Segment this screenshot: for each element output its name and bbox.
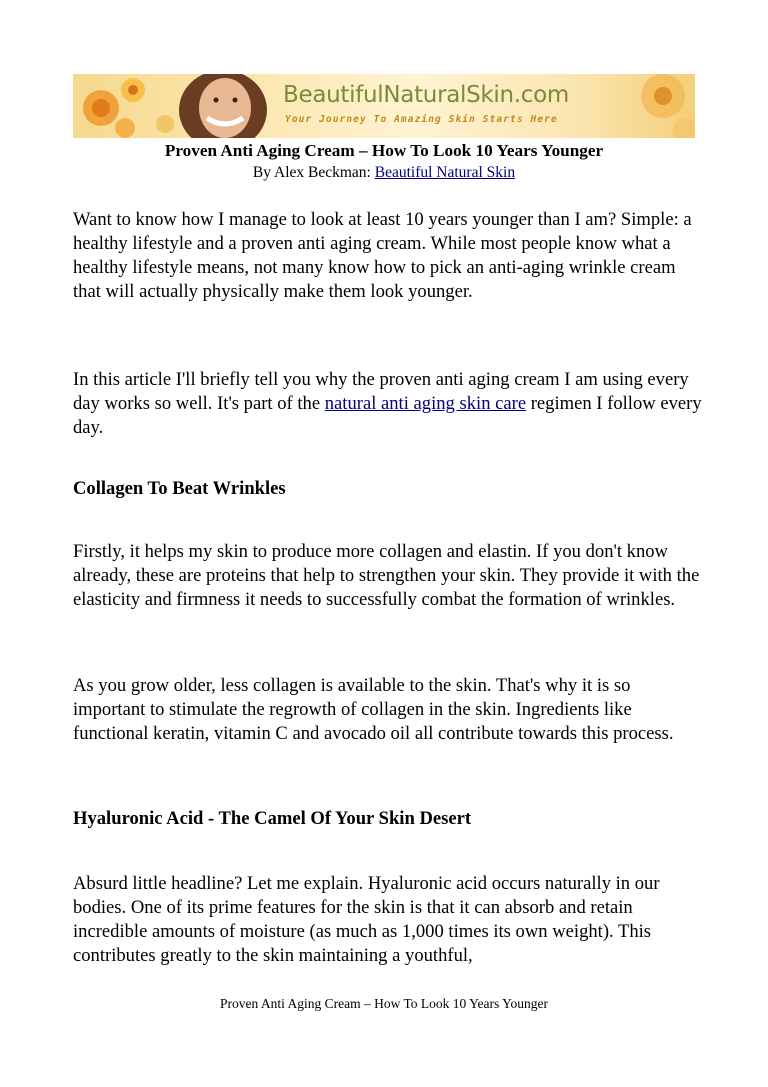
section-heading-collagen: Collagen To Beat Wrinkles (73, 478, 286, 499)
author-site-link[interactable]: Beautiful Natural Skin (374, 164, 516, 181)
article-title: Proven Anti Aging Cream – How To Look 10 Years Younger (164, 141, 604, 160)
page-footer: Proven Anti Aging Cream – How To Look 10 Years Younger (219, 996, 549, 1011)
brand-logo-text: BeautifulNaturalSkin.com (283, 82, 570, 108)
paragraph-article-overview (73, 368, 705, 440)
brand-tagline: Your Journey To Amazing Skin Starts Here (285, 114, 558, 125)
paragraph-text: In this article I'll briefly tell you why the proven anti aging cream I am using every day works so well. It's part of the (73, 369, 689, 414)
paragraph-collagen-aging: As you grow older, less collagen is available to the skin. That's why it is so important to stimulate the regrowth of collagen in the skin. Ingredients like functional keratin, vitamin C and avocado oil all contribute towards this process. (73, 675, 674, 744)
paragraph-hyaluronic: Absurd little headline? Let me explain. Hyaluronic acid occurs naturally in our bodies. One of its prime features for the skin is that it can absorb and retain incredible amounts of moisture (as much as 1,000 times its own weight). This contributes greatly to the skin maintaining a youthful, (73, 873, 660, 966)
section-heading-hyaluronic: Hyaluronic Acid - The Camel Of Your Skin Desert (73, 808, 472, 829)
header-banner (73, 74, 695, 138)
byline (0, 164, 768, 182)
right-flower-icon (641, 74, 695, 138)
paragraph-intro: Want to know how I manage to look at least 10 years younger than I am? Simple: a healthy lifestyle and a proven anti aging cream. While most people know what a healthy lifestyle means, not many know how to pick an anti-aging wrinkle cream that will actually physically make them look younger. (73, 209, 692, 302)
woman-portrait-icon (179, 74, 267, 138)
paragraph-collagen: Firstly, it helps my skin to produce more collagen and elastin. If you don't know already, these are proteins that help to strengthen your skin. They provide it with the elasticity and firmness it needs to successfully combat the formation of wrinkles. (73, 541, 700, 610)
natural-anti-aging-link[interactable]: natural anti aging skin care (324, 393, 527, 414)
paragraph-text: regimen I follow every day. (73, 393, 702, 438)
flower-icon (83, 78, 174, 138)
byline-prefix: By Alex Beckman: (252, 164, 375, 181)
